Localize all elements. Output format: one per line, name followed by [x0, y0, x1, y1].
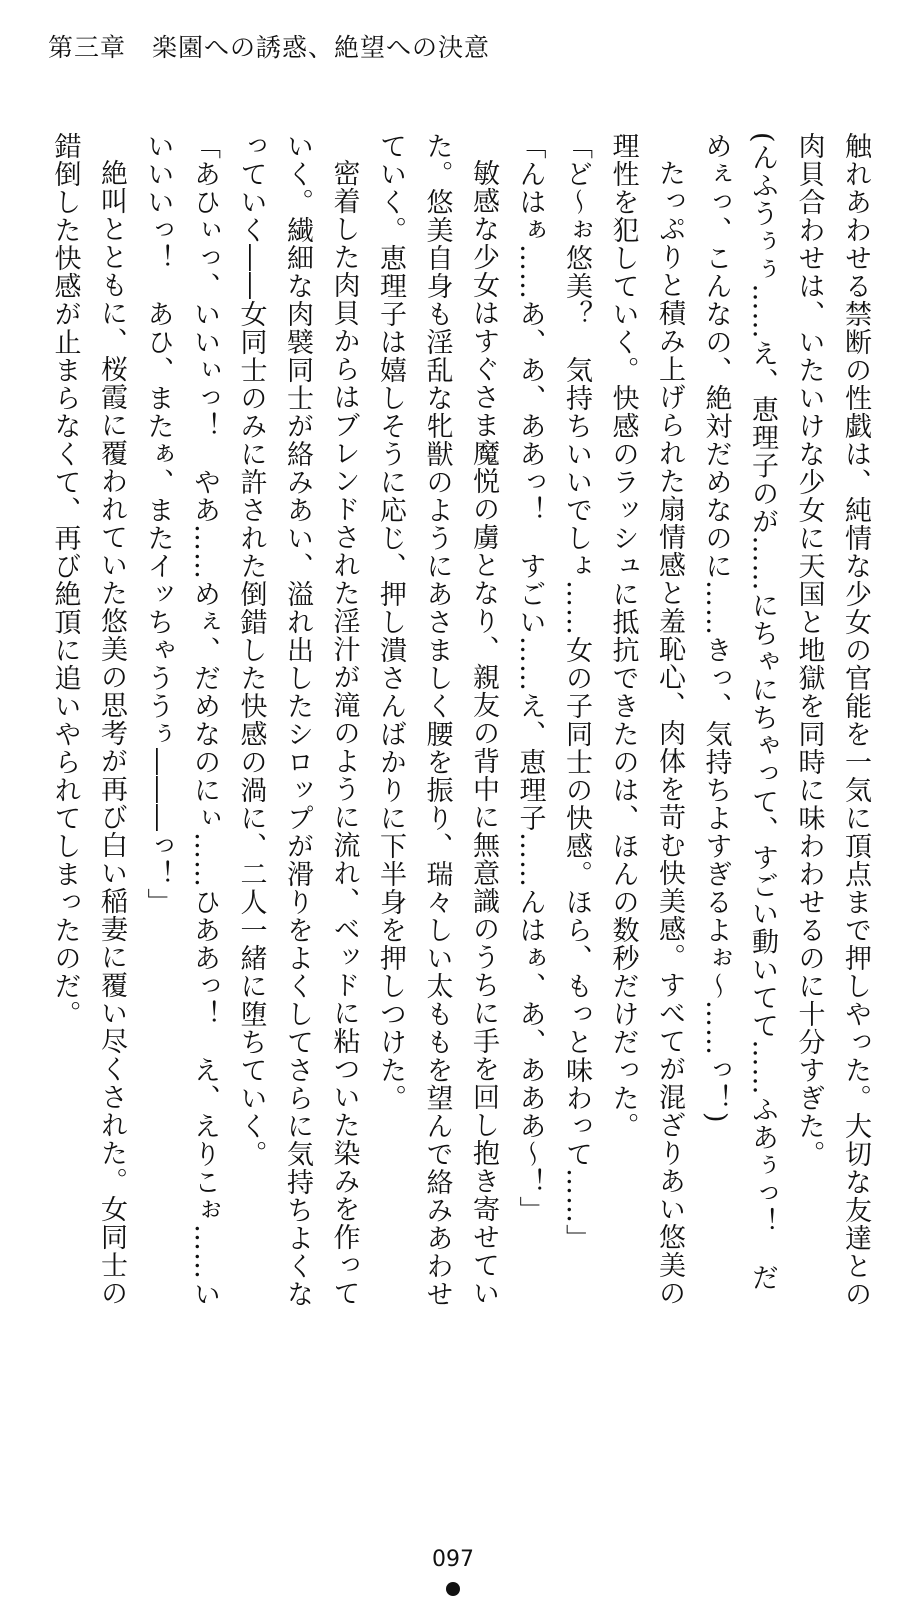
page-number: 097	[432, 1547, 474, 1572]
paragraph: 密着した肉貝からはブレンドされた淫汁が滝のように流れ、ベッドに粘ついた染みを作っていく。繊細な肉襞同士が絡みあい、溢れ出したシロップが滑りをよくしてさらに気持ちよくなっていく――女同士のみに許された倒錯した快感の渦に、二人一緒に堕ちていく。	[235, 132, 360, 1308]
paragraph: 絶叫とともに、桜霞に覆われていた悠美の思考が再び白い稲妻に覆い尽くされた。女同士の錯倒した快感が止まらなくて、再び絶頂に追いやられてしまったのだ。	[49, 132, 127, 1307]
paragraph: 敏感な少女はすぐさま魔悦の虜となり、親友の背中に無意識のうちに手を回し抱き寄せていた。悠美自身も淫乱な牝獣のようにあさましく腰を振り、瑞々しい太ももを望んで絡みあわせていく。恵理子は嬉しそうに応じ、押し潰さんばかりに下半身を押しつけた。	[375, 132, 499, 1308]
running-header	[48, 30, 490, 66]
paragraph: 「ど～ぉ悠美？ 気持ちいいでしょ……女の子同士の快感。ほら、もっと味わって……」	[561, 132, 592, 1252]
paragraph: 「んはぁ……あ、あ、ああっ！ すごい……え、恵理子……んはぁ、あ、あああ～！」	[514, 132, 546, 1224]
chapter-title: 第三章 楽園への誘惑、絶望への決意	[48, 33, 491, 62]
paragraph: (んふうぅぅ……え、恵理子のが……にちゃにちゃって、すごい動いてて……ふあぅっ！ だめぇっ、こんなの、絶対だめなのに……きっ、気持ちよすぎるよぉ～……っ！)	[700, 132, 778, 1292]
paragraph: 触れあわせる禁断の性戯は、純情な少女の官能を一気に頂点まで押しやった。大切な友達との肉貝合わせは、いたいけな少女に天国と地獄を同時に味わわせるのに十分すぎた。	[793, 132, 871, 1308]
paragraph: たっぷりと積み上げられた扇情感と羞恥心、肉体を苛む快美感。すべてが混ざりあい悠美の理性を犯していく。快感のラッシュに抵抗できたのは、ほんの数秒だけだった。	[607, 132, 685, 1307]
paragraph: 「あひぃっ、いいぃっ！ やあ……めぇ、だめなのにぃ……ひああっ！ え、えりこぉ……いいいいっ！ あひ、またぁ、またイッちゃううぅ―――っ！」	[142, 132, 220, 1308]
page-marker-dot	[446, 1582, 460, 1596]
novel-body-text	[41, 132, 878, 1312]
